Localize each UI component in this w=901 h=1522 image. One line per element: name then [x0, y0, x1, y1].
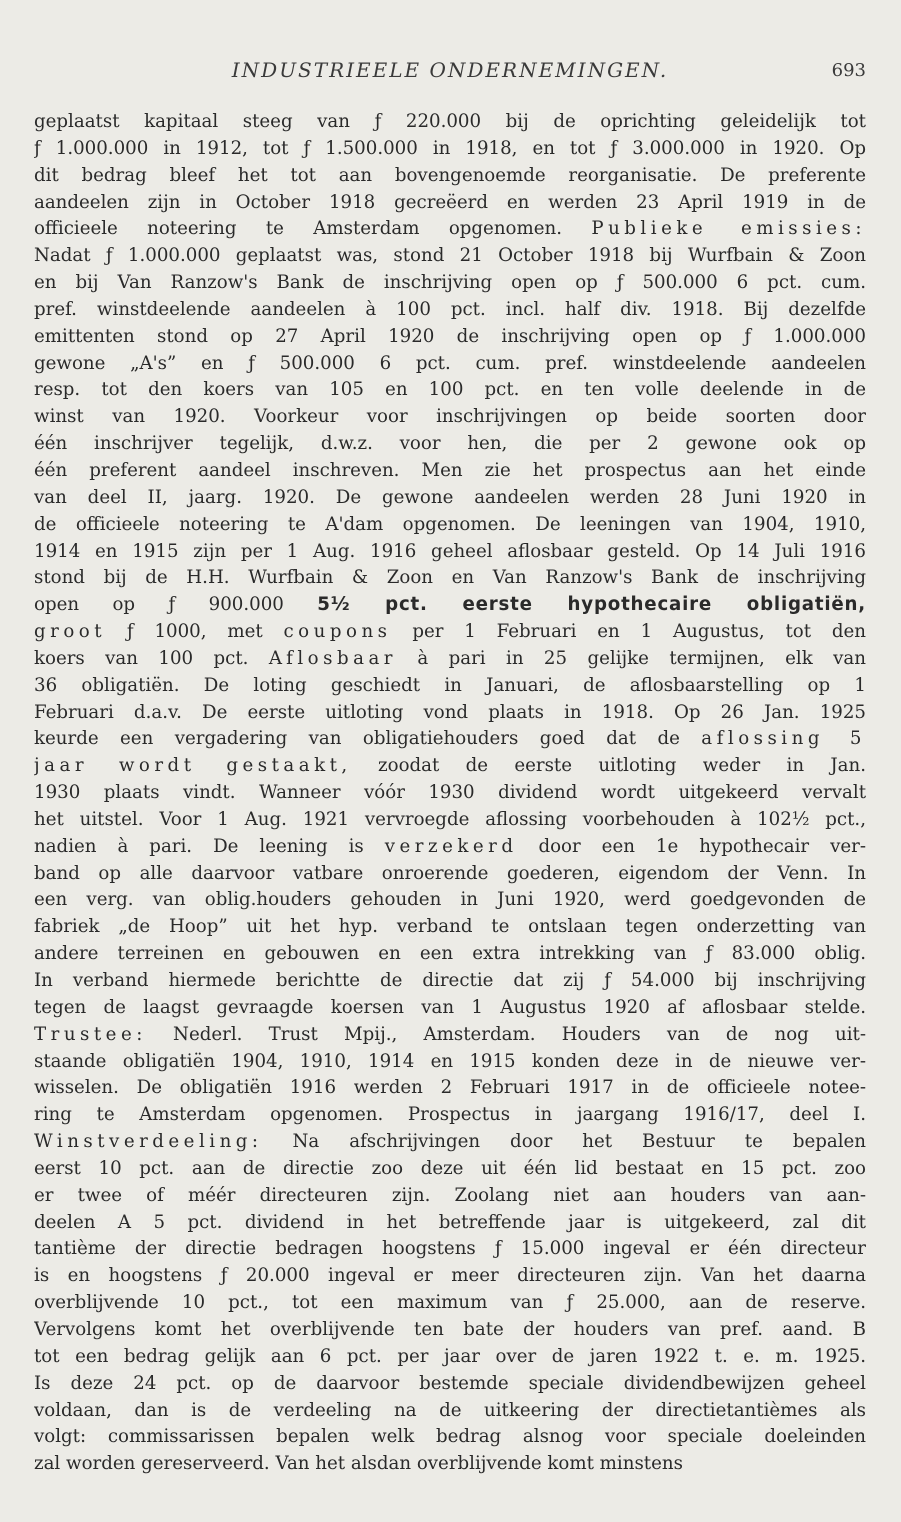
text-segment: ƒ	[34, 137, 41, 159]
spaced-emphasis: verzekerd	[384, 835, 518, 857]
text-segment: pref. winstdeelende aandeelen à 100 pct. incl. half div. 1918. Bij dezelfde	[34, 298, 866, 320]
text-segment: Is deze 24 pct. op de daarvoor bestemde speciale dividendbewijzen geheel	[34, 1372, 866, 1394]
text-line	[34, 1344, 866, 1371]
text-segment: 36 obligatiën. De loting geschiedt in Januari, de aflosbaarstelling op 1	[34, 674, 866, 696]
text-segment: zal worden gereserveerd. Van het alsdan overblijvende komt minstens	[34, 1453, 683, 1475]
text-line	[34, 646, 866, 673]
text-segment: eerst 10 pct. aan de directie zoo deze uit één lid bestaat en 15 pct. zoo	[34, 1157, 866, 1179]
text-line	[34, 1183, 866, 1210]
text-segment: 500.000 6 pct. cum. pref. winstdeelende aandeelen	[254, 352, 866, 374]
text-segment: het uitstel. Voor 1 Aug. 1921 vervroegde aflossing voorbehouden à 102½ pct.,	[34, 808, 866, 830]
text-line	[34, 592, 866, 619]
text-segment: per 1 Februari en 1 Augustus, tot den	[391, 621, 866, 643]
text-line	[34, 1102, 866, 1129]
bold-heading-text: 5½ pct. eerste hypothecaire obligatiën,	[317, 594, 866, 616]
text-segment: Nadat	[34, 245, 106, 267]
text-segment: fabriek „de Hoop” uit het hyp. verband te ontslaan tegen onderzetting van	[34, 916, 866, 938]
text-segment: officieele noteering te Amsterdam opgenomen.	[34, 218, 592, 240]
text-segment: Na afschrijvingen door het Bestuur te bepalen	[262, 1131, 866, 1153]
text-segment: dit bedrag bleef het tot aan bovengenoemde reorganisatie. De preferente	[34, 164, 866, 186]
text-segment: resp. tot den koers van 105 en 100 pct. en ten volle deelende in de	[34, 379, 866, 401]
text-segment: stond bij de H.H. Wurfbain & Zoon en Van Ranzow's Bank de inschrijving	[34, 567, 866, 589]
text-segment: 1930 plaats vindt. Wanneer vóór 1930 dividend wordt uitgekeerd vervalt	[34, 782, 866, 804]
text-line	[34, 968, 866, 995]
text-segment: à pari in 25 gelijke termijnen, elk van	[396, 647, 866, 669]
text-segment: ƒ	[303, 137, 311, 159]
text-segment: keurde een vergadering van obligatiehouders goed dat de	[34, 728, 702, 750]
text-line	[34, 861, 866, 888]
text-line	[34, 324, 866, 351]
text-segment: ƒ	[374, 111, 382, 132]
text-line	[34, 1210, 866, 1237]
text-segment: emittenten stond op 27 April 1920 de inschrijving open op	[34, 325, 745, 347]
text-line	[34, 216, 866, 243]
text-segment: ƒ	[610, 137, 618, 159]
text-segment: ƒ	[105, 245, 113, 267]
text-segment: 83.000 oblig.	[712, 943, 866, 965]
text-segment: 900.000	[175, 594, 318, 616]
spaced-emphasis: groot	[34, 621, 107, 643]
text-line	[34, 270, 866, 297]
text-segment: 1000, met	[133, 621, 284, 643]
text-segment: staande obligatiën 1904, 1910, 1914 en 1915 konden deze in de nieuwe ver-	[34, 1050, 866, 1072]
text-segment: winst van 1920. Voorkeur voor inschrijvingen op beide soorten door	[34, 406, 866, 428]
text-segment: Februari d.a.v. De eerste uitloting vond plaats in 1918. Op 26 Jan. 1925	[34, 701, 866, 723]
text-line	[34, 941, 866, 968]
text-segment: overblijvende 10 pct., tot een maximum van	[34, 1292, 567, 1314]
text-segment: andere terreinen en gebouwen en een extra intrekking van	[34, 943, 706, 965]
text-line	[34, 136, 866, 163]
text-segment: en bij Van Ranzow's Bank de inschrijving open op	[34, 272, 617, 294]
text-segment: 500.000 6 pct. cum.	[623, 272, 866, 294]
text-segment: 3.000.000 in 1920. Op	[617, 137, 866, 159]
text-line	[34, 1236, 866, 1263]
body-text	[34, 109, 866, 1478]
spaced-emphasis: Aflosbaar	[268, 647, 397, 669]
text-line	[34, 807, 866, 834]
text-line	[34, 163, 866, 190]
text-line	[34, 887, 866, 914]
text-line	[34, 995, 866, 1022]
text-line	[34, 565, 866, 592]
text-segment: voldaan, dan is de verdeeling na de uitkeering der directietantièmes als	[34, 1399, 866, 1421]
text-segment: ring te Amsterdam opgenomen. Prospectus in jaargang 1916/17, deel I.	[34, 1104, 866, 1126]
text-line	[34, 753, 866, 780]
text-segment: tegen de laagst gevraagde koersen van 1 Augustus 1920 af aflosbaar stelde.	[34, 996, 866, 1018]
text-segment: 1914 en 1915 zijn per 1 Aug. 1916 geheel aflosbaar gesteld. Op 14 Juli 1916	[34, 540, 866, 562]
text-segment: tot een bedrag gelijk aan 6 pct. per jaar over de jaren 1922 t. e. m. 1925.	[34, 1345, 866, 1367]
text-line	[34, 485, 866, 512]
text-line	[34, 512, 866, 539]
spaced-emphasis: coupons	[283, 621, 392, 643]
text-segment: 1.000.000 in 1912, tot	[40, 137, 304, 159]
text-segment: zoodat de eerste uitloting weder in Jan.	[351, 755, 866, 777]
text-segment: door een 1e hypothecair ver-	[517, 835, 866, 857]
text-segment: een verg. van oblig.houders gehouden in Juni 1920, werd goedgevonden de	[34, 889, 866, 911]
text-line	[34, 914, 866, 941]
text-line	[34, 1290, 866, 1317]
spaced-emphasis: Trustee:	[34, 1023, 147, 1045]
running-head: INDUSTRIEELE ONDERNEMINGEN.	[231, 58, 669, 82]
text-segment: 1.000.000	[751, 325, 866, 347]
text-line	[34, 243, 866, 270]
text-line	[34, 190, 866, 217]
page-number: 693	[831, 60, 866, 81]
text-line	[34, 351, 866, 378]
text-segment: ƒ	[168, 594, 176, 616]
text-line	[34, 1371, 866, 1398]
text-segment: 220.000 bij de oprichting geleidelijk tot	[381, 111, 866, 132]
text-line	[34, 377, 866, 404]
text-segment: 20.000 ingeval er meer directeuren zijn. Van het daarna	[227, 1265, 866, 1287]
text-segment: volgt: commissarissen bepalen welk bedrag alsnog voor speciale doeleinden	[34, 1426, 866, 1448]
text-line	[34, 700, 866, 727]
text-line	[34, 1049, 866, 1076]
text-segment: ƒ	[604, 970, 611, 991]
text-segment: gewone „A's” en	[34, 352, 249, 374]
text-line	[34, 1317, 866, 1344]
text-segment: ƒ	[494, 1238, 502, 1260]
text-line	[34, 1424, 866, 1451]
text-line	[34, 539, 866, 566]
text-segment: ƒ	[126, 621, 134, 643]
text-line	[34, 1398, 866, 1425]
spaced-emphasis: aflossing 5	[701, 728, 866, 750]
text-line	[34, 1156, 866, 1183]
text-segment: koers van 100 pct.	[34, 647, 269, 669]
spaced-emphasis: Publieke emissies:	[591, 218, 866, 240]
text-segment: er twee of méér directeuren zijn. Zoolang niet aan houders van aan-	[34, 1184, 866, 1206]
text-line	[34, 780, 866, 807]
text-line	[34, 1129, 866, 1156]
text-segment: de officieele noteering te A'dam opgenomen. De leeningen van 1904, 1910,	[34, 513, 866, 535]
spaced-emphasis: Winstverdeeling:	[34, 1131, 263, 1153]
text-segment: ƒ	[220, 1265, 228, 1287]
text-line	[34, 726, 866, 753]
text-segment: ƒ	[566, 1292, 574, 1314]
text-segment: is en hoogstens	[34, 1265, 221, 1287]
text-segment: 25.000, aan de reserve.	[573, 1292, 866, 1314]
text-segment: geplaatst kapitaal steeg van	[34, 111, 375, 132]
text-line	[34, 834, 866, 861]
text-segment	[106, 621, 127, 642]
text-line	[34, 619, 866, 646]
text-segment: één inschrijver tegelijk, d.w.z. voor hen, die per 2 gewone ook op	[34, 433, 866, 455]
text-segment: ƒ	[248, 352, 255, 374]
text-segment: In verband hiermede berichtte de directie dat zij	[34, 970, 605, 991]
text-segment: band op alle daarvoor vatbare onroerende goederen, eigendom der Venn. In	[34, 862, 866, 884]
text-segment: ƒ	[616, 272, 624, 294]
text-segment: 54.000 bij inschrijving	[610, 970, 866, 991]
text-segment: één preferent aandeel inschreven. Men zie het prospectus aan het einde	[34, 459, 866, 481]
text-segment: 1.500.000 in 1918, en tot	[310, 137, 611, 159]
text-segment: ƒ	[705, 943, 713, 965]
text-segment: nadien à pari. De leening is	[34, 835, 385, 857]
text-segment: tantième der directie bedragen hoogstens	[34, 1238, 495, 1260]
text-segment: Vervolgens komt het overblijvende ten bate der houders van pref. aand. B	[34, 1318, 866, 1340]
text-line	[34, 109, 866, 136]
text-line	[34, 1022, 866, 1049]
text-line	[34, 673, 866, 700]
text-line	[34, 431, 866, 458]
text-segment: Nederl. Trust Mpij., Amsterdam. Houders van de nog uit-	[146, 1023, 866, 1045]
text-segment: aandeelen zijn in October 1918 gecreëerd en werden 23 April 1919 in de	[34, 191, 866, 213]
text-segment: open op	[34, 594, 169, 616]
text-segment: deelen A 5 pct. dividend in het betreffende jaar is uitgekeerd, zal dit	[34, 1211, 866, 1233]
text-segment: wisselen. De obligatiën 1916 werden 2 Februari 1917 in de officieele notee-	[34, 1077, 866, 1099]
text-line	[34, 404, 866, 431]
page-header	[34, 58, 866, 88]
text-line	[34, 458, 866, 485]
text-segment: van deel II, jaarg. 1920. De gewone aandeelen werden 28 Juni 1920 in	[34, 486, 866, 508]
text-line	[34, 297, 866, 324]
text-line	[34, 1263, 866, 1290]
text-segment: 1.000.000 geplaatst was, stond 21 October 1918 bij Wurfbain & Zoon	[112, 245, 866, 267]
text-segment: ƒ	[744, 325, 752, 347]
text-segment: 15.000 ingeval er één directeur	[501, 1238, 866, 1260]
text-line	[34, 1075, 866, 1102]
text-line	[34, 1451, 866, 1478]
spaced-emphasis: jaar wordt gestaakt,	[34, 755, 352, 777]
